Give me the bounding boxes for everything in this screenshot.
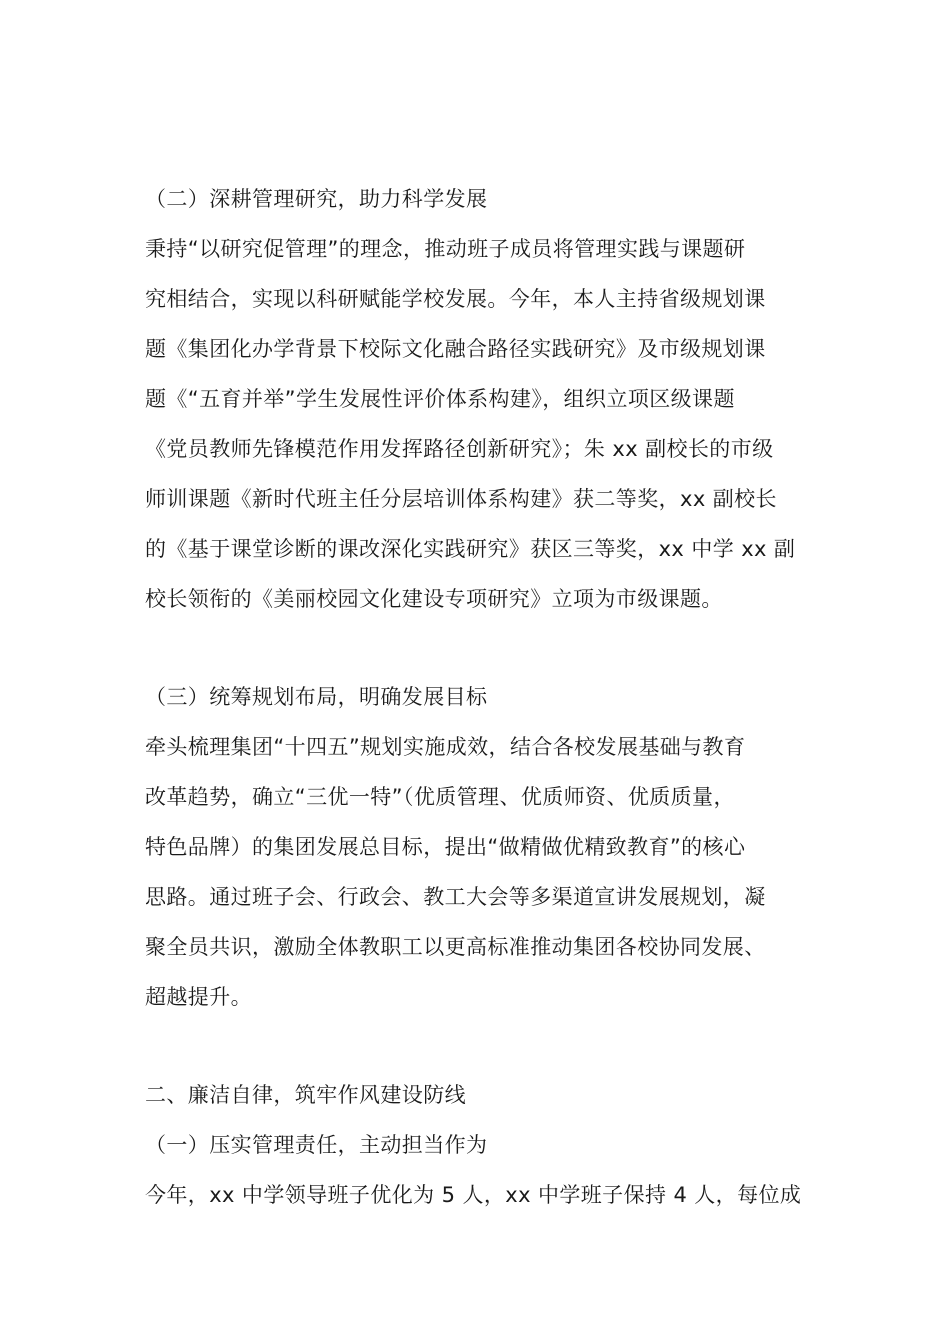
section-heading: （二）深耕管理研究，助力科学发展	[145, 187, 488, 211]
paragraph-line: 题《“五育并举”学生发展性评价体系构建》，组织立项区级课题	[145, 387, 735, 411]
paragraph-line: 的《基于课堂诊断的课改深化实践研究》获区三等奖，xx 中学 xx 副	[145, 537, 796, 561]
paragraph-line: 《党员教师先锋模范作用发挥路径创新研究》；朱 xx 副校长的市级	[145, 437, 774, 461]
paragraph-line: 校长领衔的《美丽校园文化建设专项研究》立项为市级课题。	[145, 587, 723, 611]
section-heading: （一）压实管理责任，主动担当作为	[145, 1133, 488, 1157]
paragraph-line: 牵头梳理集团“十四五”规划实施成效，结合各校发展基础与教育	[145, 735, 746, 759]
paragraph-line: 题《集团化办学背景下校际文化融合路径实践研究》及市级规划课	[145, 337, 766, 361]
paragraph-line: 究相结合，实现以科研赋能学校发展。今年，本人主持省级规划课	[145, 287, 766, 311]
paragraph-line: 改革趋势，确立“三优一特”（优质管理、优质师资、优质质量，	[145, 785, 735, 809]
paragraph-line: 思路。通过班子会、行政会、教工大会等多渠道宣讲发展规划，凝	[145, 885, 766, 909]
paragraph-line: 今年，xx 中学领导班子优化为 5 人，xx 中学班子保持 4 人，每位成	[145, 1183, 802, 1207]
part-heading: 二、廉洁自律，筑牢作风建设防线	[145, 1083, 466, 1107]
paragraph-line: 师训课题《新时代班主任分层培训体系构建》获二等奖，xx 副校长	[145, 487, 777, 511]
paragraph-line: 特色品牌）的集团发展总目标，提出“做精做优精致教育”的核心	[145, 835, 746, 859]
paragraph-line: 聚全员共识，激励全体教职工以更高标准推动集团各校协同发展、	[145, 935, 766, 959]
paragraph-line: 秉持“以研究促管理”的理念，推动班子成员将管理实践与课题研	[145, 237, 746, 261]
paragraph-line: 超越提升。	[145, 985, 252, 1009]
section-heading: （三）统筹规划布局，明确发展目标	[145, 685, 488, 709]
